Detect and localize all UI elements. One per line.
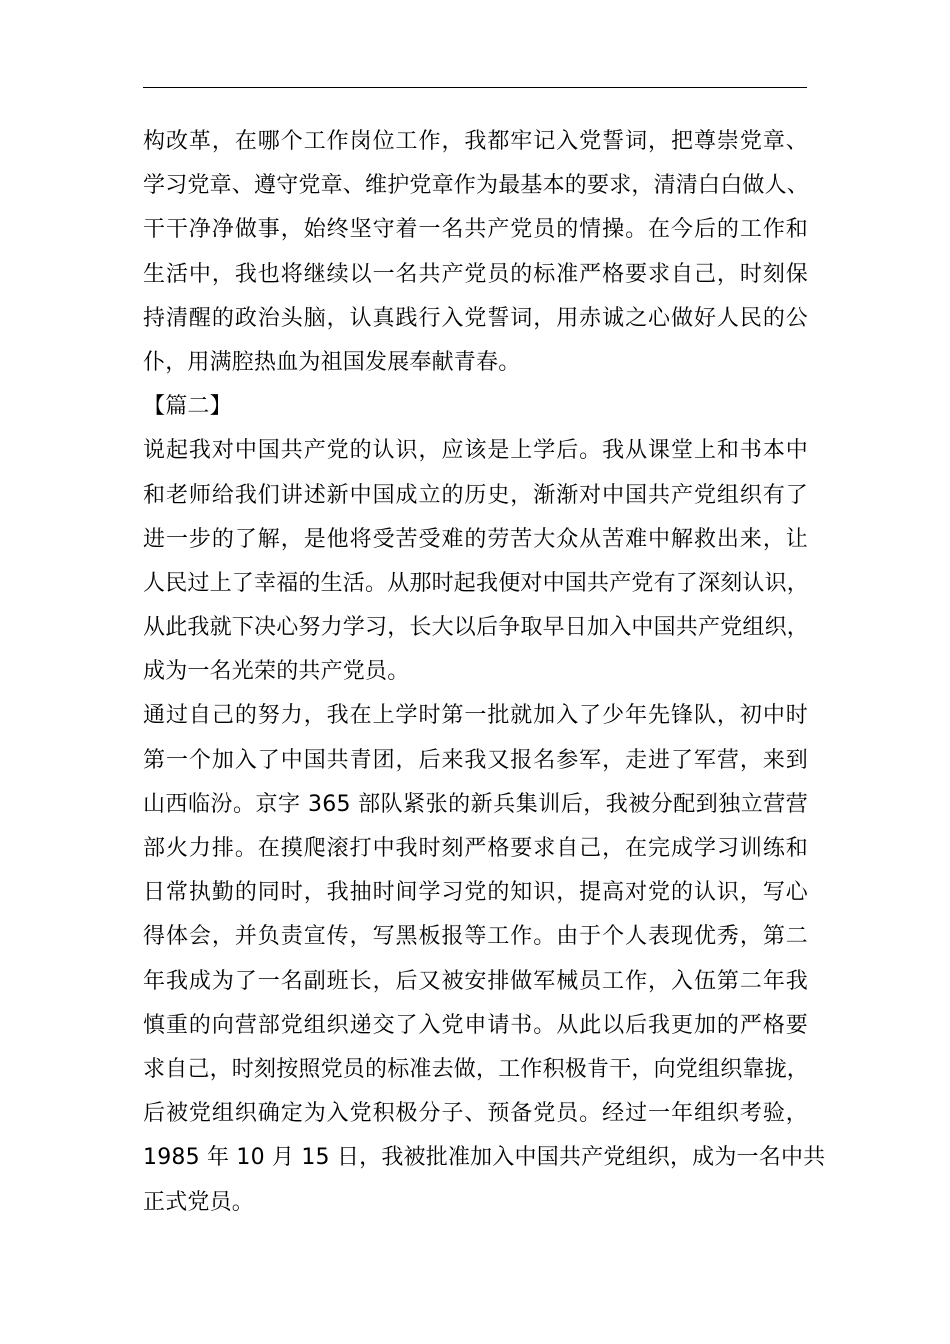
text-line: 得体会，并负责宣传，写黑板报等工作。由于个人表现优秀，第二 [143,924,808,950]
text-line: 干干净净做事，始终坚守着一名共产党员的情操。在今后的工作和 [143,217,808,243]
text-line: 后被党组织确定为入党积极分子、预备党员。经过一年组织考验， [143,1101,808,1127]
text-line: 部火力排。在摸爬滚打中我时刻严格要求自己，在完成学习训练和 [143,836,808,861]
text-line: 成为一名光荣的共产党员。 [143,659,410,685]
text-line: 说起我对中国共产党的认识，应该是上学后。我从课堂上和书本中 [143,438,808,464]
text-line: 正式党员。 [143,1189,255,1215]
text-line: 和老师给我们讲述新中国成立的历史，渐渐对中国共产党组织有了 [143,482,808,508]
text-line: 仆，用满腔热血为祖国发展奉献青春。 [143,349,521,375]
text-line: 学习党章、遵守党章、维护党章作为最基本的要求，清清白白做人、 [143,173,810,199]
text-line: 第一个加入了中国共青团，后来我又报名参军，走进了军营，来到 [143,747,808,773]
section-heading: 【篇二】 [143,394,232,420]
text-line: 山西临汾。京字 365 部队紧张的新兵集训后，我被分配到独立营营 [143,791,808,817]
text-line: 进一步的了解，是他将受苦受难的劳苦大众从苦难中解救出来，让 [143,526,808,552]
text-line: 人民过上了幸福的生活。从那时起我便对中国共产党有了深刻认识， [143,570,810,596]
text-line: 生活中，我也将继续以一名共产党员的标准严格要求自己，时刻保 [143,261,808,287]
document-body [143,120,826,1225]
text-line: 从此我就下决心努力学习，长大以后争取早日加入中国共产党组织， [143,615,810,641]
text-line: 日常执勤的同时，我抽时间学习党的知识，提高对党的认识，写心 [143,880,808,906]
header-rule [143,87,807,88]
text-line: 构改革，在哪个工作岗位工作，我都牢记入党誓词，把尊崇党章、 [143,129,808,154]
text-line: 慎重的向营部党组织递交了入党申请书。从此以后我更加的严格要 [143,1012,808,1038]
text-line: 求自己，时刻按照党员的标准去做，工作积极肯干，向党组织靠拢， [143,1056,810,1082]
text-line: 通过自己的努力，我在上学时第一批就加入了少年先锋队，初中时 [143,703,808,729]
text-line: 年我成为了一名副班长，后又被安排做军械员工作，入伍第二年我 [143,968,808,994]
text-line: 持清醒的政治头脑，认真践行入党誓词，用赤诚之心做好人民的公 [143,305,808,331]
text-line: 1985 年 10 月 15 日，我被批准加入中国共产党组织，成为一名中共 [143,1145,826,1171]
